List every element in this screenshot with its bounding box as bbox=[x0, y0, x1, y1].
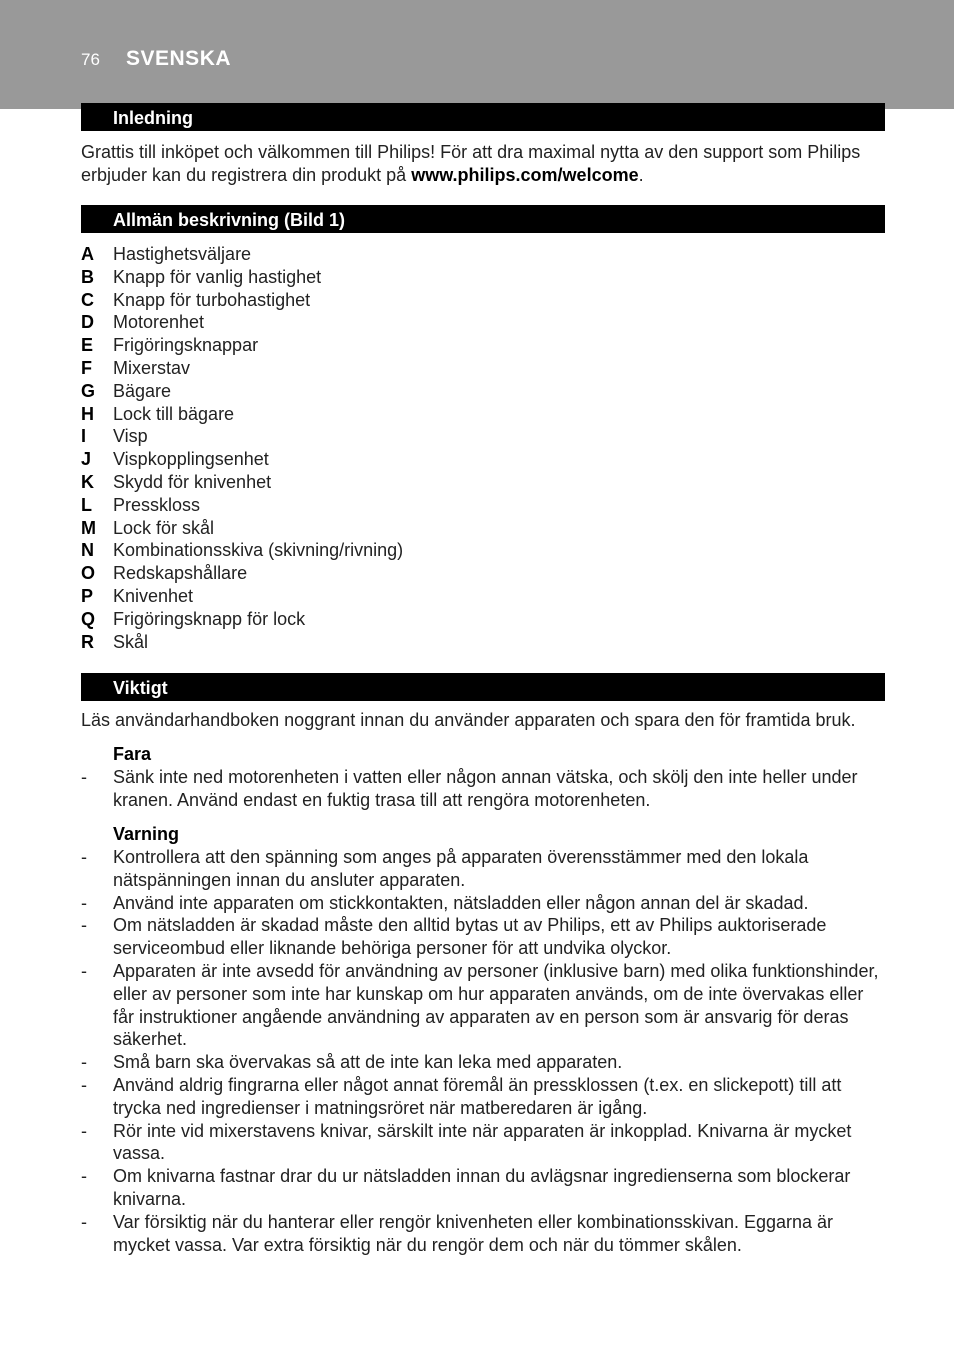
bullet-dash: - bbox=[81, 1052, 87, 1073]
component-label: Motorenhet bbox=[113, 312, 205, 333]
component-label: Frigöringsknapp för lock bbox=[113, 608, 306, 629]
component-letter: N bbox=[81, 540, 94, 561]
bullet-dash: - bbox=[81, 847, 87, 867]
section-heading-important: Viktigt bbox=[81, 673, 885, 701]
welcome-link[interactable]: www.philips.com/welcome bbox=[411, 164, 639, 185]
component-letter: P bbox=[81, 585, 94, 606]
warning-item bbox=[81, 960, 887, 1051]
warning-item bbox=[81, 1211, 887, 1257]
component-label: Lock till bägare bbox=[113, 403, 235, 424]
warning-text: Var försiktig när du hanterar eller rengör knivenheten eller kombinationsskivan. Eggarna är mycket vassa. Var extra försiktig när du rengör dem och när du tömmer skålen. bbox=[113, 1211, 834, 1255]
component-letter: I bbox=[81, 426, 87, 447]
bullet-dash: - bbox=[81, 1166, 87, 1187]
component-label: Lock för skål bbox=[113, 517, 215, 538]
component-label: Bägare bbox=[113, 380, 172, 401]
page-number: 76 bbox=[81, 50, 100, 69]
component-label: Mixerstav bbox=[113, 357, 191, 378]
intro-text-end: . bbox=[638, 164, 644, 185]
warning-item bbox=[81, 1051, 887, 1074]
component-label: Hastighetsväljare bbox=[113, 244, 252, 264]
bullet-dash: - bbox=[81, 960, 87, 981]
component-label: Skydd för knivenhet bbox=[113, 471, 272, 492]
component-letter: O bbox=[81, 563, 96, 584]
section-heading-description: Allmän beskrivning (Bild 1) bbox=[81, 205, 885, 233]
danger-heading: Fara bbox=[113, 744, 152, 764]
component-label: Kombinationsskiva (skivning/rivning) bbox=[113, 540, 404, 561]
intro-paragraph bbox=[81, 141, 891, 187]
intro-text: Grattis till inköpet och välkommen till Philips! För att dra maximal nytta av den support som Philips erbjuder kan du registrera din produkt på bbox=[81, 142, 861, 185]
warning-item bbox=[81, 1120, 887, 1166]
component-label: Redskapshållare bbox=[113, 563, 248, 584]
component-label: Vispkopplingsenhet bbox=[113, 449, 269, 470]
warning-item bbox=[81, 892, 887, 915]
bullet-dash: - bbox=[81, 915, 87, 936]
component-letter: E bbox=[81, 335, 94, 356]
warning-text: Använd inte apparaten om stickkontakten, nätsladden eller någon annan del är skadad. bbox=[113, 892, 809, 913]
component-label: Knapp för vanlig hastighet bbox=[113, 266, 322, 287]
warning-text: Små barn ska övervakas så att de inte kan leka med apparaten. bbox=[113, 1052, 623, 1073]
warning-item bbox=[81, 846, 887, 892]
component-letter: A bbox=[81, 244, 94, 264]
component-label: Frigöringsknappar bbox=[113, 335, 259, 356]
warning-text: Om nätsladden är skadad måste den alltid bytas ut av Philips, ett av Philips auktoriserade serviceombud eller liknande behöriga personer för att undvika olyckor. bbox=[113, 915, 827, 959]
component-letter: J bbox=[81, 449, 92, 470]
warning-list bbox=[81, 846, 887, 1256]
component-letter: H bbox=[81, 403, 94, 424]
warning-text: Apparaten är inte avsedd för användning av personer (inklusive barn) med olika funktionshinder, eller av personer som inte har kunskap om hur apparaten används, om de inte övervakas eller får instruktioner angående användning av apparaten av en person som är ansvarig för deras säkerhet. bbox=[113, 960, 879, 1050]
warning-heading: Varning bbox=[113, 824, 180, 844]
component-letter: M bbox=[81, 517, 96, 538]
component-letter: G bbox=[81, 380, 96, 401]
section-heading-intro: Inledning bbox=[81, 103, 885, 131]
component-letter: D bbox=[81, 312, 94, 333]
component-letter: Q bbox=[81, 608, 96, 629]
important-intro: Läs användarhandboken noggrant innan du använder apparaten och spara den för framtida bruk. bbox=[81, 710, 856, 730]
bullet-dash: - bbox=[81, 1074, 87, 1095]
warning-text: Rör inte vid mixerstavens knivar, särskilt inte när apparaten är inkopplad. Knivarna är mycket vassa. bbox=[113, 1120, 852, 1164]
bullet-dash: - bbox=[81, 767, 87, 787]
component-label: Skål bbox=[113, 631, 149, 652]
danger-item bbox=[81, 766, 887, 812]
warning-item bbox=[81, 914, 887, 960]
bullet-dash: - bbox=[81, 1211, 87, 1232]
component-label: Visp bbox=[113, 426, 148, 447]
component-letter: B bbox=[81, 266, 94, 287]
bullet-dash: - bbox=[81, 892, 87, 913]
warning-text: Använd aldrig fingrarna eller något annat föremål än pressklossen (t.ex. en slickepott) till att trycka ned ingredienser i matningsröret när matberedaren är igång. bbox=[113, 1074, 842, 1118]
warning-item bbox=[81, 1074, 887, 1120]
bullet-dash: - bbox=[81, 1120, 87, 1141]
warning-text: Kontrollera att den spänning som anges på apparaten överensstämmer med den lokala nätspänningen innan du ansluter apparaten. bbox=[113, 847, 809, 890]
component-label: Presskloss bbox=[113, 494, 201, 515]
warning-item bbox=[81, 1165, 887, 1211]
danger-list bbox=[81, 766, 887, 812]
component-label: Knapp för turbohastighet bbox=[113, 289, 311, 310]
language-title: SVENSKA bbox=[126, 47, 232, 70]
component-letter: R bbox=[81, 631, 94, 652]
component-label: Knivenhet bbox=[113, 585, 194, 606]
component-letter: C bbox=[81, 289, 94, 310]
warning-text: Om knivarna fastnar drar du ur nätsladden innan du avlägsnar ingredienserna som blockerar knivarna. bbox=[113, 1166, 851, 1209]
component-letter: L bbox=[81, 494, 92, 515]
danger-text: Sänk inte ned motorenheten i vatten eller någon annan vätska, och skölj den inte heller under kranen. Använd endast en fuktig trasa till att rengöra motorenheten. bbox=[113, 767, 858, 810]
component-letter: K bbox=[81, 471, 94, 492]
component-letter: F bbox=[81, 357, 92, 378]
